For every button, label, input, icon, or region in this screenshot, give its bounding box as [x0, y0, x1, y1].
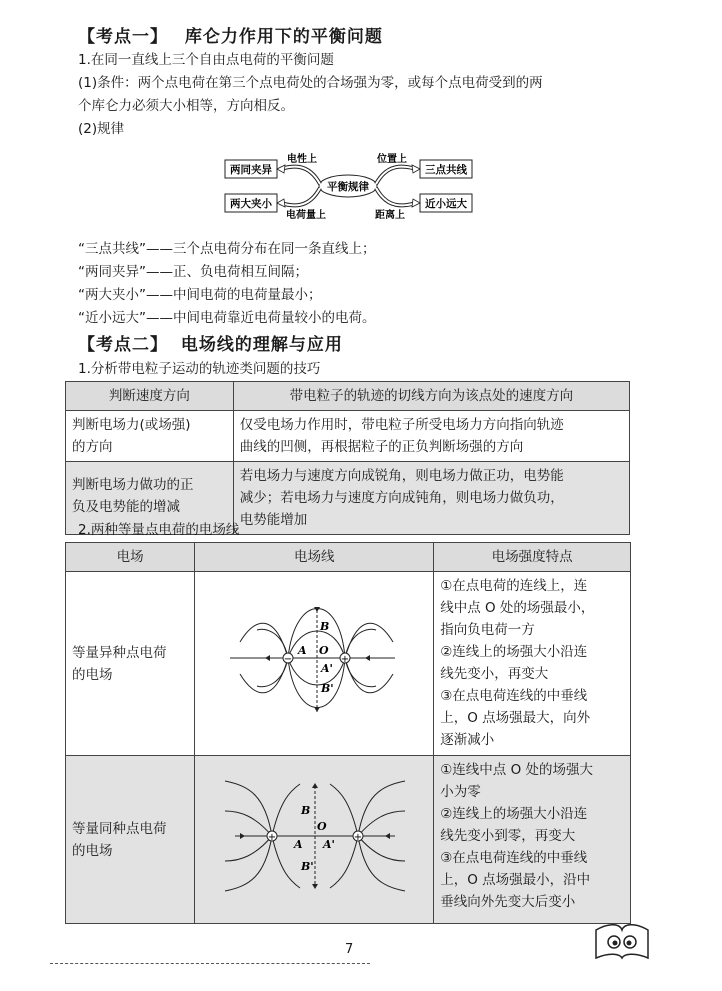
table1-row2-content-line3: 电势能增加 [239, 512, 308, 528]
row2-feature-line: 上，O 点场强最小，沿中 [440, 872, 591, 888]
row2-feature-line: 垂线向外先变大后变小 [440, 894, 576, 910]
section2-item1: 1.分析带电粒子运动的轨迹类问题的技巧 [78, 361, 321, 377]
section2-heading-bracket: 【考点二】 [78, 335, 168, 355]
section1-rule-label: (2)规律 [78, 121, 125, 137]
table2-row1-features [434, 572, 631, 756]
section1-condition-line2: 个库仑力必须大小相等，方向相反。 [78, 98, 294, 114]
row2-feature-line: ③在点电荷连线的中垂线 [440, 850, 588, 866]
book-mascot-icon [592, 918, 652, 964]
table2-header-features: 电场强度特点 [434, 543, 631, 572]
section2-heading [78, 330, 343, 355]
table1-header-left: 判断速度方向 [66, 382, 234, 411]
table1-header-right: 带电粒子的轨迹的切线方向为该点处的速度方向 [233, 382, 629, 411]
table1-row1-label-line2: 的方向 [72, 439, 113, 455]
table2-header-field: 电场 [66, 543, 195, 572]
section1-heading-bracket: 【考点一】 [78, 27, 168, 47]
balance-rule-diagram [220, 150, 490, 222]
rule-near-small-far-big: “近小远大”——中间电荷靠近电荷量较小的电荷。 [78, 310, 376, 326]
table1-row2-content-line1: 若电场力与速度方向成锐角，则电场力做正功，电势能 [239, 468, 564, 484]
section1-item1: 1.在同一直线上三个自由点电荷的平衡问题 [78, 52, 334, 68]
right-charge-sign: + [354, 832, 363, 843]
diagram-bottom-left-text: 两大夹小 [230, 198, 272, 210]
row1-feature-line: 线中点 O 处的场强最小， [440, 600, 595, 616]
diagram-arrow-top-left-label: 电性上 [287, 154, 317, 165]
table2-row2-label-line1: 等量同种点电荷 [72, 820, 167, 837]
opposite-charges-field-lines [195, 572, 433, 748]
row1-feature-line: 上，O 点场强最大，向外 [440, 710, 591, 726]
row1-feature-line: 指向负电荷一方 [440, 622, 535, 638]
row1-feature-line: ②连线上的场强大小沿连 [440, 644, 588, 660]
table2-row1-label-line1: 等量异种点电荷 [72, 644, 167, 661]
negative-charge-sign: − [284, 654, 293, 665]
rule-two-big-sandwich-small: “两大夹小”——中间电荷的电荷量最小； [78, 287, 322, 303]
table2-row1-label [66, 572, 195, 756]
same-charges-figure-cell [195, 756, 434, 924]
diagram-arrow-bottom-right-label: 距离上 [375, 210, 405, 221]
point-charge-field-table [65, 542, 631, 924]
diagram-top-left-text: 两同夹异 [230, 164, 272, 176]
table2-row2-label-line2: 的电场 [72, 842, 113, 859]
table1-row2-label-line2: 负及电势能的增减 [72, 499, 180, 515]
section2-heading-title: 电场线的理解与应用 [180, 335, 343, 355]
table1-row1-content-line2: 曲线的凹侧，再根据粒子的正负判断场强的方向 [239, 439, 524, 455]
fig2-label-O: O [317, 820, 327, 833]
table1-row2-label-line1: 判断电场力做功的正 [72, 477, 194, 493]
opposite-charges-figure-cell [195, 572, 434, 756]
table1-row1-label [66, 411, 234, 462]
fig2-label-B: B [301, 804, 311, 817]
table1-row2-content-line2: 减少；若电场力与速度方向成钝角，则电场力做负功， [239, 490, 564, 506]
row1-feature-line: ③在点电荷连线的中垂线 [440, 688, 588, 704]
row2-feature-line: ②连线上的场强大小沿连 [440, 806, 588, 822]
fig1-label-O: O [319, 644, 329, 657]
fig1-label-A-prime: A' [321, 662, 334, 675]
row2-feature-line: ①连线中点 O 处的场强大 [440, 762, 594, 778]
table1-row1-content-line1: 仅受电场力作用时，带电粒子所受电场力方向指向轨迹 [239, 417, 564, 433]
fig2-label-A: A [294, 838, 303, 851]
table2-row1-label-line2: 的电场 [72, 666, 113, 683]
section1-heading [78, 22, 383, 47]
row1-feature-line: 逐渐减小 [440, 732, 495, 748]
section1-condition-line1: (1)条件：两个点电荷在第三个点电荷处的合场强为零，或每个点电荷受到的两 [78, 75, 543, 91]
fig1-label-A: A [298, 644, 307, 657]
diagram-center-text: 平衡规律 [327, 181, 369, 193]
table2-row2-features [434, 756, 631, 924]
rule-three-collinear: “三点共线”——三个点电荷分布在同一条直线上； [78, 241, 376, 257]
section2-item2: 2.两种等量点电荷的电场线 [78, 522, 240, 538]
diagram-bottom-right-text: 近小远大 [425, 198, 467, 210]
rule-two-same-sandwich-opposite: “两同夹异”——正、负电荷相互间隔； [78, 264, 308, 280]
table1-row1-content [233, 411, 629, 462]
trajectory-skills-table [65, 381, 630, 535]
same-charges-field-lines [195, 756, 433, 916]
section1-heading-title: 库仑力作用下的平衡问题 [184, 27, 383, 47]
footer-dashed-line [50, 963, 370, 964]
diagram-arrow-top-right-label: 位置上 [377, 154, 407, 165]
table1-row1-label-line1: 判断电场力(或场强) [72, 417, 191, 433]
table1-row2-content [233, 462, 629, 535]
page-number: 7 [345, 942, 354, 957]
row1-feature-line: ①在点电荷的连线上，连 [440, 578, 588, 594]
table2-row2-label [66, 756, 195, 924]
left-charge-sign: + [268, 832, 277, 843]
fig2-label-A-prime: A' [323, 838, 336, 851]
fig1-label-B: B [320, 620, 330, 633]
positive-charge-sign: + [341, 654, 350, 665]
diagram-top-right-text: 三点共线 [425, 164, 467, 176]
row2-feature-line: 线先变小到零，再变大 [440, 828, 576, 844]
fig1-label-B-prime: B' [321, 682, 334, 695]
row1-feature-line: 线先变小，再变大 [440, 666, 549, 682]
diagram-arrow-bottom-left-label: 电荷量上 [286, 210, 326, 221]
table2-header-field-lines: 电场线 [195, 543, 434, 572]
fig2-label-B-prime: B' [301, 860, 314, 873]
row2-feature-line: 小为零 [440, 784, 481, 800]
